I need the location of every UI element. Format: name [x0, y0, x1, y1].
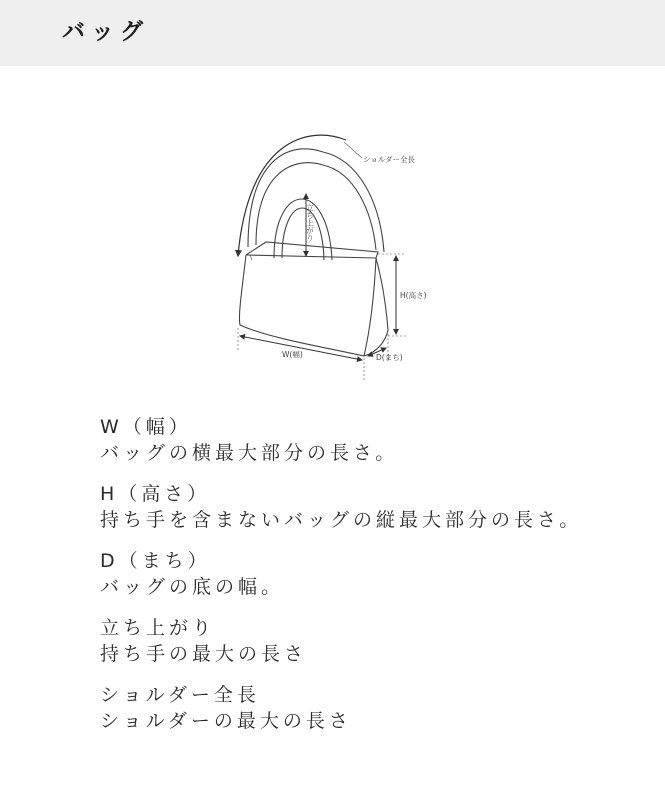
width-label: W(幅)	[282, 350, 303, 359]
page-header	[0, 0, 665, 66]
definition-term: W（幅）	[100, 416, 192, 438]
definition-term: D（まち）	[100, 550, 211, 572]
definition-shoulder-length	[100, 682, 640, 734]
definition-description: 持ち手を含まないバッグの縦最大部分の長さ。	[100, 509, 583, 531]
handle-shape	[274, 199, 332, 260]
height-label: H(高さ)	[400, 291, 427, 300]
definition-height	[100, 481, 640, 533]
shoulder-length-label: ショルダー全長	[363, 155, 416, 164]
definition-depth	[100, 548, 640, 600]
definition-term: H（高さ）	[100, 483, 211, 505]
shoulder-strap-shape	[248, 149, 384, 252]
definition-description: バッグの横最大部分の長さ。	[100, 442, 399, 464]
bag-illustration	[228, 120, 444, 382]
bag-measurement-diagram	[228, 120, 444, 382]
definition-handle-drop	[100, 615, 640, 667]
handle-drop-label: 立ち上がり	[305, 204, 315, 242]
definition-description: ショルダーの最大の長さ	[100, 710, 352, 732]
page-title: バッグ	[62, 19, 149, 45]
definition-term: ショルダー全長	[100, 684, 260, 706]
definition-description: バッグの底の幅。	[100, 576, 285, 598]
definition-list	[100, 414, 640, 749]
definition-description: 持ち手の最大の長さ	[100, 643, 308, 665]
definition-term: 立ち上がり	[100, 617, 216, 639]
bag-body-shape	[239, 242, 388, 356]
depth-label: D(まち)	[376, 353, 403, 362]
definition-width	[100, 414, 640, 466]
